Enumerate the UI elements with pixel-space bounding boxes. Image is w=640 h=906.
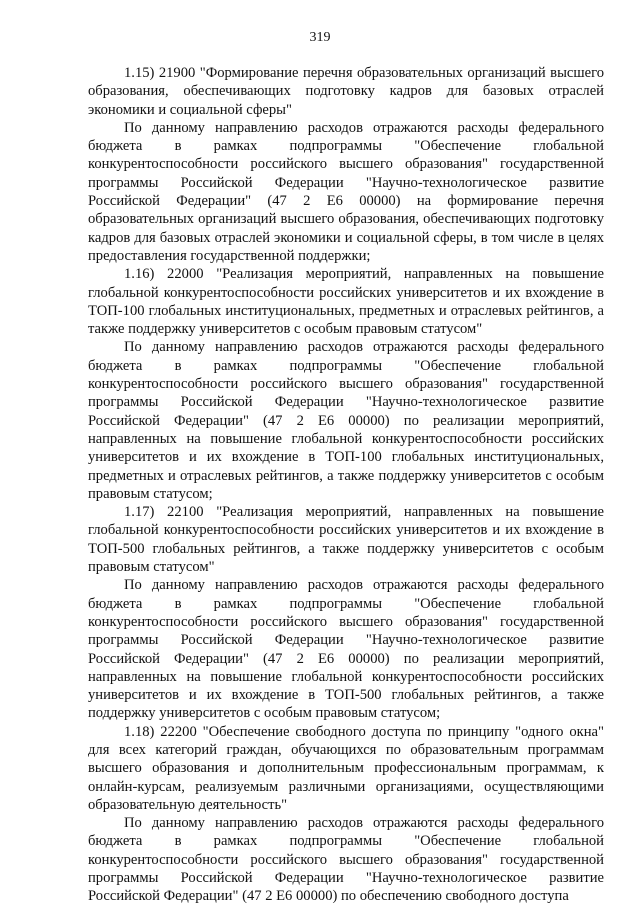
paragraph-item-1-16-description: По данному направлению расходов отражаются расходы федерального бюджета в рамках подпрограммы "Обеспечение глобальной конкурентоспособности российского высшего образования" государственной программы Российской Федерации "Научно-технологическое развитие Российской Федерации" (47 2 Е6 00000) по реализации мероприятий, направленных на повышение глобальной конкурентоспособности российских университетов и их вхождение в ТОП-100 глобальных институциональных, предметных и отраслевых рейтингов, а также поддержку университетов с особым правовым статусом; [88,339,604,502]
paragraph-item-1-16-heading: 1.16) 22000 "Реализация мероприятий, направленных на повышение глобальной конкурентоспособности российских университетов и их вхождение в ТОП-100 глобальных институциональных, предметных и отраслевых рейтингов, а также поддержку университетов с особым правовым статусом" [88,266,604,338]
paragraph-item-1-17-heading: 1.17) 22100 "Реализация мероприятий, направленных на повышение глобальной конкурентоспособности российских университетов и их вхождение в ТОП-500 глобальных рейтингов, а также поддержку университетов с особым правовым статусом" [88,504,604,576]
paragraph-item-1-15-description: По данному направлению расходов отражаются расходы федерального бюджета в рамках подпрограммы "Обеспечение глобальной конкурентоспособности российского высшего образования" государственной программы Российской Федерации "Научно-технологическое развитие Российской Федерации" (47 2 Е6 00000) на формирование перечня образовательных организаций высшего образования, обеспечивающих подготовку кадров для базовых отраслей экономики и социальной сферы, в том числе в целях предоставления государственной поддержки; [88,119,604,264]
paragraph-item-1-18-heading: 1.18) 22200 "Обеспечение свободного доступа по принципу "одного окна" для всех категорий граждан, обучающихся по образовательным программам высшего образования и дополнительным профессиональным программам, к онлайн-курсам, реализуемым различными организациями, осуществляющими образовательную деятельность" [88,723,604,813]
paragraph-item-1-17-description: По данному направлению расходов отражаются расходы федерального бюджета в рамках подпрограммы "Обеспечение глобальной конкурентоспособности российского высшего образования" государственной программы Российской Федерации "Научно-технологическое развитие Российской Федерации" (47 2 Е6 00000) по реализации мероприятий, направленных на повышение глобальной конкурентоспособности российских университетов и их вхождение в ТОП-500 глобальных рейтингов, а также поддержку университетов с особым правовым статусом; [88,577,604,722]
paragraph-item-1-18-description: По данному направлению расходов отражаются расходы федерального бюджета в рамках подпрограммы "Обеспечение глобальной конкурентоспособности российского высшего образования" государственной программы Российской Федерации "Научно-технологическое развитие Российской Федерации" (47 2 Е6 00000) по обеспечению свободного доступа [88,815,604,905]
paragraph-item-1-15-heading: 1.15) 21900 "Формирование перечня образовательных организаций высшего образования, обеспечивающих подготовку кадров для базовых отраслей экономики и социальной сферы" [88,65,604,118]
document-body [88,64,604,906]
page-number: 319 [309,30,331,45]
